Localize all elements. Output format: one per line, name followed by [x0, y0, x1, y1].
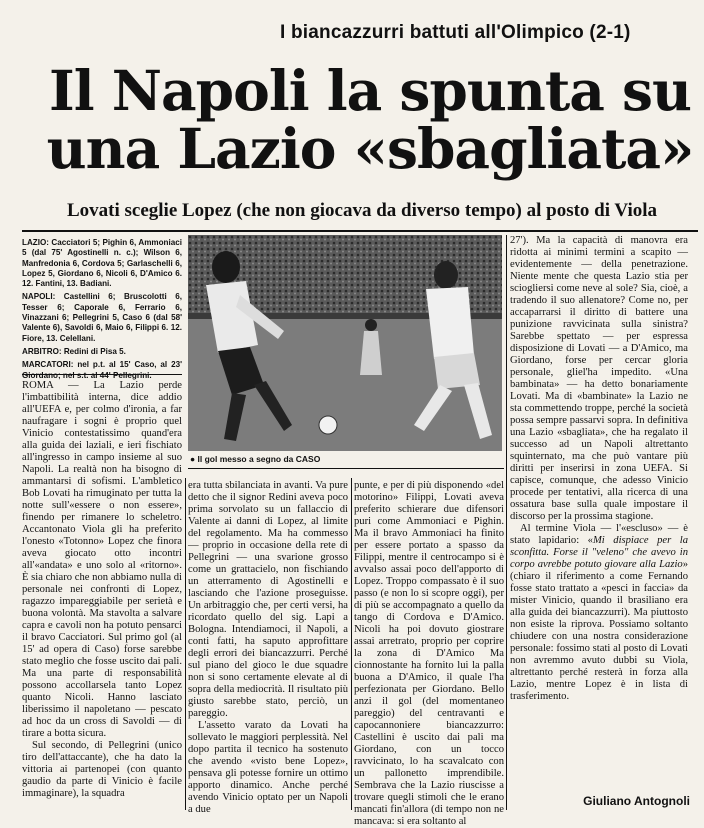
- rule-vertical-2: [351, 478, 352, 810]
- headline-line-1: Il Napoli la spunta su: [49, 58, 691, 123]
- rule-top: [22, 230, 698, 232]
- paragraph: punte, e per di più disponendo «del motorino» Filippi, Lovati aveva preferito schierare due difensori puri come Ammoniaci e Pighin. Ma il bravo Ammoniaci ha finito per essere portato a spasso da Filippi, mentre il centrocampo si è avvalso assai poco dell'apporto di Lopez. Troppo compassato è il suo passo (e non lo si scopre oggi), per di più se accompagnato a quello da tango di Cordova e D'Amico. Nicoli ha poi dovuto giostrare assai arretrato, proprio per coprire la zona di D'Amico Ma cionnostante ha fornito lui la palla buona a D'Amico, il quale l'ha perfezionata per Giordano. Bello anzi il gol (del momentaneo pareggio) del centravanti e capocannoniere biancazzurro: Castellini è uscito dai pali ma Giordano, con un tocco ravvicinato, lo ha scavalcato con un pallonetto imprendibile. Sembrava che la Lazio riuscisse a trovare quegli stimoli che le erano mancati fin'allora (di tempo non ne mancava: si era soltanto al: [354, 480, 504, 827]
- photo-caption: ● Il gol messo a segno da CASO: [190, 454, 321, 464]
- headline-line-2: una Lazio «sbagliata»: [46, 116, 694, 181]
- lineup-napoli: NAPOLI: Castellini 6; Bruscolotti 6, Tesser 6; Caporale 6, Ferrario 6, Vinazzani 6; Pellegrini 5, Caso 6 (dal 58' Valente 6), Savoldi 6, Maio 6, Filippi 6. 12. Fiore, 13. Celellani.: [22, 292, 182, 343]
- lineup-marcatori: MARCATORI: nel p.t. al 15' Caso, al 23' Giordano; nel s.t. al 44' Pellegrini.: [22, 360, 183, 380]
- article-column-2: [188, 480, 348, 816]
- paragraph: ROMA — La Lazio perde l'imbattibilità interna, dice addio all'UEFA e, per colmo d'ironia, a far naufragare i sogni è proprio quel Vinicio contestatissimo quand'era alla guida dei laziali, e ieri fischiato all'ingresso in campo insieme al suo Napoli. La realtà non ha bisogno di ammantarsi di sofismi. L'ambletico Bob Lovati ha rimuginato per tutta la notte sull'«essere o non essere», finendo per rimanere lo scheletro. Accantonato Viola gli ha preferito l'onesto «Totonno» Lopez che finora aveva giocato otto incontri all'«andata» e uno solo al «ritorno». È sia chiaro che non abbiamo nulla di personale nei confronti di Lopez, ragazzo impareggiabile per serietà e buona volontà. Ma stavolta a salvare capra e cavoli non ha potuto pensarci il bravo Cacciatori. Sul primo gol (al 15' ad opera di Caso) forse sarebbe stato meglio che fosse uscito dai pali. Ma una parte di responsabilità possono accollarsela tanto Lopez quanto Nicoli. Hanno lasciato liberissimo il napoletano — pescato ad hoc da un cross di Savoldi — di tirare a botta sicura.: [22, 380, 182, 739]
- photo-caption-text: Il gol messo a segno da CASO: [197, 454, 321, 464]
- article-column-1: [22, 380, 182, 800]
- match-photo-image: [188, 235, 502, 451]
- lineup-lazio: LAZIO: Cacciatori 5; Pighin 6, Ammoniaci 5 (dal 75' Agostinelli n. c.); Wilson 6, Manfredonia 6, Cordova 5; Garlaschelli 6, Lopez 5, Giordano 6, Nicoli 6, D'Amico 6. 12. Fantini, 13. Badiani.: [22, 238, 182, 289]
- rule-under-photo: [188, 468, 504, 469]
- rule-vertical-1: [185, 478, 186, 810]
- byline: Giuliano Antognoli: [583, 794, 690, 808]
- kicker: I biancazzurri battuti all'Olimpico (2-1): [280, 22, 631, 43]
- viola-quote: Mi dispiace per la sconfitta. Forse il "veleno" che avevo in corpo avrebbe potuto giovare alla Lazio: [510, 535, 688, 570]
- lineup-box: [22, 238, 182, 384]
- paragraph: 27'). Ma la capacità di manovra era ridotta ai minimi termini a scapito — evidentemente — della penetrazione. Niente mente che questa Lazio stia per sciogliersi come neve al sole? Sia, cioè, a tradendo il suo allenatore? Come no, per accaparrarsi il diritto di battere una punizione ravvicinata sulla sinistra? Sarebbe spettato — per espressa disposizione di Lovati — a D'Amico, ma Giordano, forse per cercar gloria personale, gliel'ha impedito. «Una bambinata» — ha detto bonariamente Lovati. Ma di «bambinate» la Lazio ne sta commettendo troppe, perché la società possa sempre passarvi sopra. In definitiva una Lazio «sbagliata», che ha regalato il successo ad un Napoli altrettanto squinternato, ma che può vantare più diritti per inserirsi in zona UEFA. Si capisce, comunque, che adesso Vinicio procede per tentativi, alla ricerca di una ossatura base sulla quale impostare il discorso per la prossima stagione.: [510, 235, 688, 522]
- subhead: Lovati sceglie Lopez (che non giocava da diverso tempo) al posto di Viola: [66, 200, 658, 221]
- lineup-arbitro: ARBITRO: Redini di Pisa 5.: [22, 346, 126, 356]
- article-column-4: [510, 235, 688, 703]
- paragraph: Al termine Viola — l'«escluso» — è stato lapidario: «Mi dispiace per la sconfitta. Forse il "veleno" che avevo in corpo avrebbe potuto giovare alla Lazio» (chiaro il riferimento a come Fernando fosse stato trattato a «pesci in faccia» da mister Vinicio, quando il brasiliano era alla guida dei biancazzurri). Ma piuttosto non esiste la riprova. Possiamo soltanto chiudere con una nostra considerazione personale: fossimo stati al posto di Lovati non avremmo avuto dubbi su Viola, altrettanto perché resterà in forza alla Lazio, mentre Lopez è in lista di trasferimento.: [510, 523, 688, 702]
- paragraph: era tutta sbilanciata in avanti. Va pure detto che il signor Redini aveva poco prima sorvolato su un fallaccio di Valente ai danni di Lopez, al limite del regolamento. Ma ha commesso — proprio in occasione della rete di Pellegrini — una svarione grosso come un grattacielo, non fischiando un atterramento di Agostinelli e lasciando che l'azione proseguisse. Un arbitraggio che, per certi versi, ha ricordato quello del sig. Lapi a Bologna. Intendiamoci, il Napoli, a conti fatti, ha saputo approfittare degli errori dei biancazzurri. Perché sul piano del gioco le due squadre non si sono certamente elevate al di sopra della mediocrità. Il risultato più giusto sarebbe stato, perciò, un pareggio.: [188, 480, 348, 719]
- paragraph: Sul secondo, di Pellegrini (unico tiro dell'attaccante), che ha dato la vittoria ai partenopei (con quanto gaudio da parte di Vinicio è facile immaginare), la squadra: [22, 740, 182, 799]
- paragraph: L'assetto varato da Lovati ha sollevato le maggiori perplessità. Nel dopo partita il tecnico ha sostenuto che avendo «visto bene Lopez», pensava gli potesse fornire un ottimo apporto dinamico. Anche perché avendo Vinicio optato per un Napoli a due: [188, 720, 348, 815]
- headline: [40, 58, 700, 181]
- match-photo: [188, 235, 502, 451]
- rule-vertical-3: [506, 235, 507, 810]
- article-column-3: [354, 480, 504, 828]
